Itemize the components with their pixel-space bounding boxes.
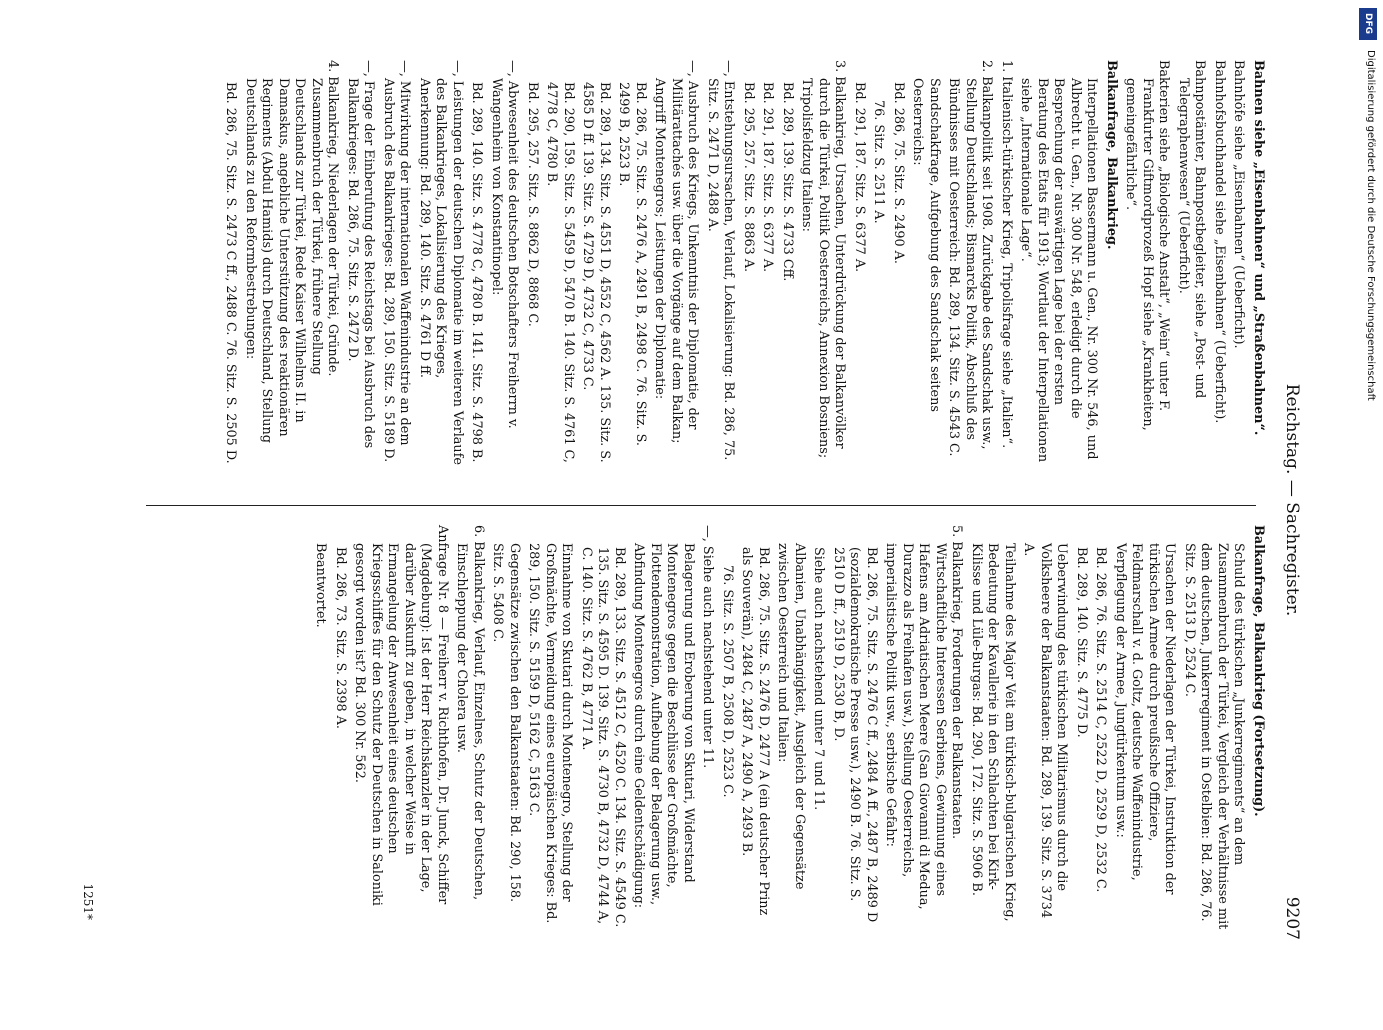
entry: Beantwortet. [313, 543, 329, 628]
entry: Interpellationen Bassermann u. Gen., Nr. 300 Nr. 546, und Albrecht u. Gen., Nr. 300 Nr. 548, erledigt durch die Besprechung der auswärtigen Lage bei der ersten Beratung des Etats für 1913; Wortlaut der Interpellationen siehe „Internationale Lage“. [1018, 78, 1100, 463]
entry: —, Ausbruch des Kriegs, Unkenntnis der Diplomatie, der Militärattachés usw. über die Vorgänge auf dem Balkan; Angriff Montenegros; Leistungen der Diplomatie: [652, 60, 701, 444]
entry: Ursachen der Niederlagen der Türkei, Instruktion der türkischen Armee durch preußische Offiziere, Feldmarschall v. d. Goltz, deutsche Waffenindustrie, Verpflegung der Armee, Jungtürkentum usw.: [1113, 543, 1178, 895]
entry: 5. Balkankrieg, Forderungen der Balkanstaaten. Wirtschaftliche Interessen Serbiens, Gewinnung eines Hafens am Adriatischen Meere (San Giovanni di Medua, Durazzo als Freihafen usw.), Stellung Oesterreichs, imperialistische Politik usw., serbische Gefahr: [883, 525, 965, 910]
header-title: Reichstag. — Sachregister. [1282, 383, 1302, 617]
entry: —, Leistungen der deutschen Diplomatie im weiteren Verlaufe des Balkankrieges, Lokalisierung des Krieges, Anerkennung: Bd. 289, 140. Sitz. S. 4761 D ff. [417, 60, 465, 465]
reference: Bd. 295, 257. Sitz. S. 8862 D, 8868 C. [525, 82, 540, 327]
reference: Bd. 289, 139. Sitz. S. 4733 Cff. [780, 82, 795, 282]
reference: Bd. 291, 187. Sitz. S. 6377 A. [852, 82, 867, 273]
entry: 2. Balkanpolitik seit 1908. Zurückgabe des Sandschak usw., Stellung Deutschlands; Bismarcks Politik, Abschluß des Bündnisses mit Oesterreich: Bd. 289, 134. Sitz. S. 4543 C. [946, 60, 995, 457]
rotated-page [76, 0, 1336, 1000]
reference: Bd. 286, 75. Sitz. S. 2490 A. [891, 82, 906, 264]
page-footer-number: 1251* [81, 883, 95, 920]
entry: Teilnahme des Major Veit am türkisch-bulgarischen Krieg, Bedeutung der Kavallerie in den Schlachten bei Kirk-Kilisse und Lüle-Burgas: Bd. 290, 172. Sitz. S. 5906 B. [969, 543, 1017, 922]
entry: 3. Balkankrieg, Ursachen, Unterdrückung der Balkanvölker durch die Türkei, Politik Oesterreichs, Annexion Bosniens; Tripolisfeldzug Italiens: [799, 60, 848, 459]
entry: Gegensätze zwischen den Balkanstaaten: Bd. 290, 158. Sitz. S. 5408 C. [490, 543, 522, 903]
page-number: 9207 [1282, 896, 1302, 940]
section-heading: Balkanfrage, Balkankrieg (Fortsetzung). [1251, 525, 1266, 817]
entry: 6. Balkankrieg, Verlauf, Einzelnes, Schutz der Deutschen, Einschleppung der Cholera usw. [454, 525, 486, 901]
reference: Bd. 295, 257. Sitz. S. 8863 A. [741, 82, 756, 273]
reference: Bd. 289, 133. Sitz. S. 4512 C, 4520 C. 134. Sitz. S. 4549 C. 135. Sitz. S. 4595 D. 139. Sitz. S. 4730 B, 4732 D, 4744 A, C. 140. Sitz. S. 4762 B, 4771 A. [579, 547, 627, 928]
entry: Einnahme von Skutari durch Montenegro, Stellung der Großmächte, Vermeidung eines europäischen Krieges: Bd. 289, 150. Sitz. S. 5159 D, 5162 C, 5163 C. [526, 543, 575, 924]
reference: 76. Sitz. S. 2507 B, 2508 D, 2523 C. [720, 565, 735, 798]
entry: Albanien, Unabhängigkeit, Ausgleich der Gegensätze zwischen Oesterreich und Italien: [775, 543, 807, 890]
entry: —, Siehe auch nachstehend unter 11. [700, 525, 716, 769]
column-divider [146, 505, 1256, 506]
entry: —, Abwesenheit des deutschen Botschafters Freiherrn v. Wangenheim von Konstantinopel: [489, 60, 521, 429]
reference: Bd. 286, 75. Sitz. S. 2476 A, 2491 B, 2498 C. 76. Sitz. S. 2499 B, 2523 B. [616, 82, 648, 447]
left-column [141, 60, 1266, 465]
entry: Anfrage Nr. 8 — Freiherr v. Richthofen, Dr. Junck, Schiffer (Magdeburg): Ist der Herr Reichskanzler in der Lage, darüber Auskunft zu geben, in welcher Weise in Ermangelung der Anwesenheit eines deutschen Kriegsschiffes für den Schutz der Deutschen in Saloniki gesorgt worden ist? Bd. 300 Nr. 562. [352, 525, 450, 906]
reference: Bd. 286, 75. Sitz. S. 2476 D, 2477 A (ein deutscher Prinz als Souverän), 2484 C, 2487 A, 2490 A, 2493 B. [739, 547, 771, 916]
dfg-logo: DFG [1359, 8, 1377, 40]
right-column [81, 525, 1266, 930]
entry: 4. Balkankrieg, Niederlagen der Türkei, Gründe. Zusammenbruch der Türkei, frühere Stellung Deutschlands zur Türkei, Rede Kaiser Wilhelms II. in Damaskus, angebliche Unterstützung des reaktionären Regiments (Abdul Hamids) durch Deutschland, Stellung Deutschlands zu den Reformbestrebungen: [243, 60, 341, 443]
reference: Bd. 286, 76. Sitz. S. 2514 C, 2522 D, 2529 D, 2532 C. [1093, 547, 1109, 893]
entry: 1. Italienisch-türkischer Krieg, Tripolisfrage siehe „Italien“. [999, 60, 1014, 449]
entry: Ueberwindung des türkischen Militarismus durch die Volksheere der Balkanstaaten: Bd. 289, 139. Sitz. S. 3734 A. [1021, 543, 1070, 919]
reference: Bd. 289, 140. Sitz. S. 4778 C, 4780 B. 141. Sitz. S. 4798 B. [469, 82, 485, 463]
reference: Siehe auch nachstehend unter 7 und 11. [811, 547, 827, 811]
section-heading: Balkanfrage, Balkankrieg. [1104, 60, 1119, 250]
reference: 76. Sitz. S. 2511 A. [871, 100, 887, 224]
entry: Belagerung und Eroberung von Skutari, Widerstand Montenegros gegen die Beschlüsse der Großmächte, Flottendemonstration, Aufhebung der Belagerung usw., Abfindung Montenegros durch eine Geldentschädigung: [631, 543, 696, 909]
credit-text: Digitalisierung gefördert durch die Deutsche Forschungsgemeinschaft [1365, 50, 1376, 401]
entry: —, Frage der Einberufung des Reichstags bei Ausbruch des Balkankrieges: Bd. 286, 75. Sitz. S. 2472 D. [345, 60, 377, 449]
entry: —, Entstehungsursachen, Verlauf, Lokalisierung: Bd. 286, 75. Sitz. S. 2471 D, 2488 A. [705, 60, 737, 461]
digitization-credit [1356, 10, 1378, 990]
reference: Bd. 291, 187. Sitz. S. 6377 A. [760, 82, 776, 273]
reference: Bd. 290, 159. Sitz. S. 5459 D, 5470 B. 140. Sitz. S. 4761 C, 4778 C, 4780 B. [544, 82, 576, 463]
reference: Bd. 286, 73. Sitz. S. 2398 A. [333, 547, 348, 729]
entry: Schuld des türkischen „Junkerregiments“ an dem Zusammenbruch der Türkei, Vergleich der Verhältnisse mit dem deutschen, Junkerregiment in Ostelbien: Bd. 286, 76. Sitz. S. 2513 D, 2524 C. [1182, 543, 1247, 930]
reference: Bd. 286, 75. Sitz. S. 2473 C ff., 2488 C. 76. Sitz. S. 2505 D. [223, 82, 239, 464]
entry: Bakterien siehe „Biologische Anstalt“, „Wein“ unter F. Frankfurter Giftmordprozeß Hopf siehe „Krankheiten, gemeingefährliche“. [1123, 60, 1172, 431]
reference: Bd. 289, 134. Sitz. S. 4551 D, 4552 C, 4562 A. 135. Sitz. S. 4585 D ff. 139. Sitz. S. 4729 D, 4732 C, 4733 C. [580, 82, 612, 463]
page-header [1276, 60, 1316, 940]
entry: Bahnhöfe siehe „Eisenbahnen“ (Ueberficht). [1231, 60, 1247, 349]
entry: Bahnhofsbuchhandel siehe „Eisenbahnen“ (Ueberficht). [1212, 60, 1227, 424]
entry: Sandschakfrage, Aufgebung des Sandschak seitens Oesterreichs: [910, 78, 942, 412]
reference: Bd. 286, 75. Sitz. S. 2476 C ff., 2484 A ff., 2487 B, 2489 D (sozialdemokratische Presse usw.), 2490 B. 76. Sitz. S. 2510 D ff., 2519 D, 2530 B, D. [831, 547, 879, 923]
entry: —, Mitwirkung der internationalen Waffenindustrie an dem Ausbruch des Balkankrieges: Bd. 289, 150. Sitz. S. 5189 D. [381, 60, 413, 463]
entry: Bahnpostämter, Bahnpostbegleiter, siehe „Post- und Telegraphenwesen“ (Ueberficht). [1176, 60, 1208, 399]
reference: Bd. 289, 140. Sitz. S. 4775 D. [1074, 547, 1089, 738]
entry: Bahnen siehe „Eisenbahnen“ und „Straßenbahnen“. [1251, 60, 1266, 436]
